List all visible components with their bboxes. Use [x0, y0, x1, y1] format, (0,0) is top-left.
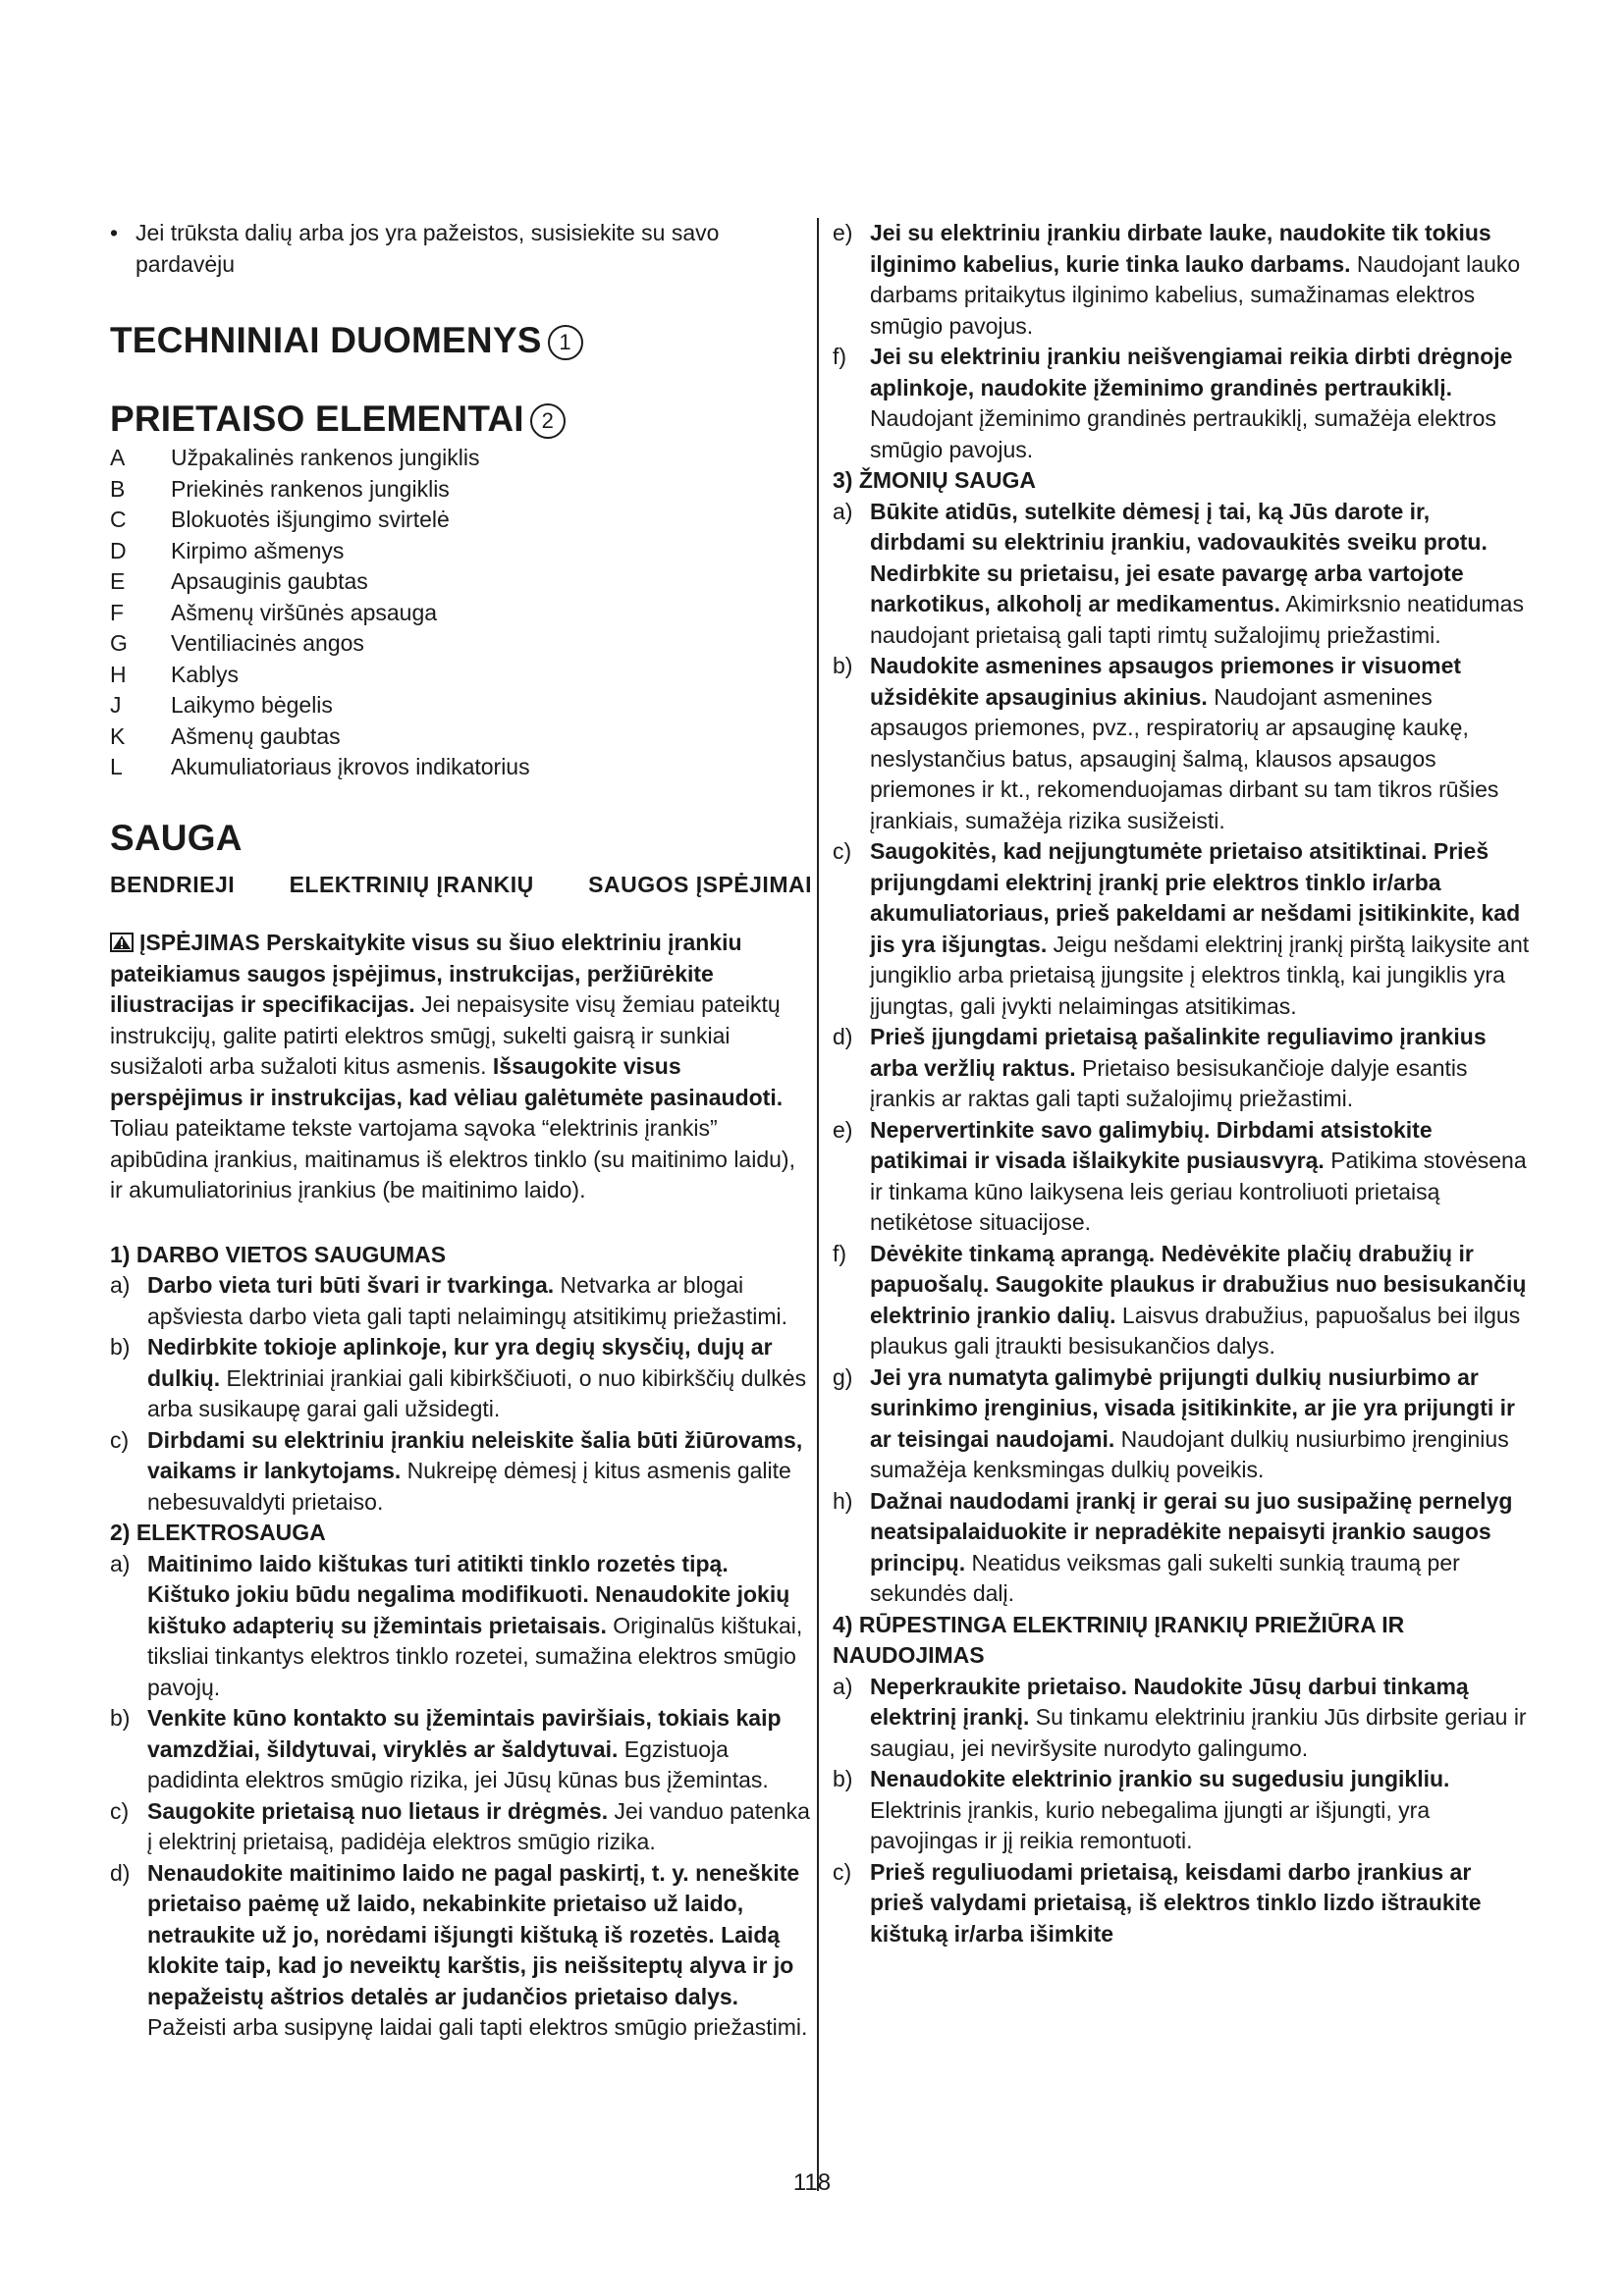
item-label: b) [833, 1766, 853, 1791]
item-text: Netvarka ar blogai apšviesta darbo vieta gali tapti nelaimingų atsitikimų priežastimi. [147, 1272, 787, 1329]
item-text: Jei vanduo patenka į elektrinį prietaisą, padidėja elektros smūgio rizika. [147, 1797, 810, 1854]
item-bold: Nepervertinkite savo galimybių. Dirbdami atsistokite patikimai ir visada išlaikykite pusiausvyrą. [870, 1116, 1433, 1173]
item-label: a) [833, 498, 853, 524]
element-row [110, 598, 812, 629]
element-key: K [110, 722, 126, 749]
list-item [833, 1672, 1530, 1765]
item-bold: Jei yra numatyta galimybė prijungti dulkių nusiurbimo ar surinkimo įrenginius, visada įsitikinkite, ar jie yra prijungti ir ar teisingai naudojami. [870, 1363, 1515, 1452]
section-heading: 2) ELEKTROSAUGA [110, 1520, 326, 1545]
element-row [110, 443, 812, 474]
item-bold: Saugokitės, kad neįjungtumėte prietaiso atsitiktinai. Prieš prijungdami elektrinį įrankį prie elektros tinklo ir/arba akumuliatoriaus, prieš pakeldami ar nešdami įsitikinkite, kad jis yra išjungtas. [870, 838, 1521, 957]
element-label: Blokuotės išjungimo svirtelė [171, 507, 450, 532]
element-key: A [110, 445, 126, 470]
element-label: Apsauginis gaubtas [171, 568, 368, 594]
item-label: f) [833, 1240, 847, 1266]
heading-safety: SAUGA [110, 817, 243, 858]
item-text: Elektrinis įrankis, kurio nebegalima įjungti ar išjungti, yra pavojingas ir jį reikia remontuoti. [870, 1796, 1431, 1853]
item-text: Jeigu nešdami elektrinį įrankį pirštą laikysite ant jungiklio arba prietaisą įjungsite į elektros tinklą, kai jungiklis yra įjungtas, gali įvykti nelaimingas atsitikimas. [870, 931, 1530, 1019]
item-bold: Neperkraukite prietaiso. Naudokite Jūsų darbui tinkamą elektrinį įrankį. [870, 1673, 1469, 1730]
element-row [110, 505, 812, 536]
item-bold: Dirbdami su elektriniu įrankiu neleiskite šalia būti žiūrovams, vaikams ir lankytojams. [147, 1426, 803, 1483]
list-item [833, 497, 1530, 652]
element-label: Ašmenų gaubtas [171, 722, 341, 749]
item-bold: Darbo vieta turi būti švari ir tvarkinga. [147, 1272, 555, 1298]
list-item [110, 1703, 812, 1796]
element-row [110, 566, 812, 598]
item-text: Naudojant lauko darbams pritaikytus ilginimo kabelius, sumažinamas elektros smūgio pavojus. [870, 250, 1521, 339]
element-row [110, 536, 812, 567]
list-item [833, 1857, 1530, 1950]
intro-bullet [110, 218, 812, 280]
list-item [110, 1332, 812, 1425]
item-bold: Nedirbkite tokioje aplinkoje, kur yra degių skysčių, dujų ar dulkių. [147, 1334, 773, 1391]
element-key: D [110, 537, 127, 563]
element-label: Kablys [171, 661, 240, 687]
list-item [833, 1362, 1530, 1486]
list-item [833, 1239, 1530, 1362]
warning-icon [110, 933, 134, 952]
element-label: Užpakalinės rankenos jungiklis [171, 445, 480, 470]
item-bold: Saugokite prietaisą nuo lietaus ir drėgmės. [147, 1797, 609, 1824]
element-row [110, 628, 812, 660]
warning-text-1: Jei nepaisysite visų žemiau pateiktų instrukcijų, galite patirti elektros smūgį, sukelti gaisrą ir sunkiai susižaloti arba sužaloti kitus asmenis. [110, 991, 781, 1079]
heading-elements-text: PRIETAISO ELEMENTAI [110, 399, 524, 439]
element-row [110, 474, 812, 506]
item-text: Naudojant dulkių nusiurbimo įrenginius sumažėja kenksmingas dulkių poveikis. [870, 1425, 1509, 1482]
item-label: c) [110, 1426, 130, 1453]
list-item [833, 342, 1530, 465]
item-label: c) [833, 838, 852, 864]
item-text: Pažeisti arba susipynę laidai gali tapti elektros smūgio priežastimi. [147, 2014, 808, 2040]
item-text: Su tinkamu elektriniu įrankiu Jūs dirbsite geriau ir saugiau, jei neviršysite nurodyto galingumo. [870, 1704, 1527, 1761]
element-key: C [110, 507, 127, 532]
item-bold: Dažnai naudodami įrankį ir gerai su juo susipažinę pernelyg neatsipalaiduokite ir nepradėkite nepaisyti įrankio saugos principų. [870, 1487, 1513, 1575]
item-label: c) [833, 1858, 852, 1885]
item-bold: Jei su elektriniu įrankiu dirbate lauke, naudokite tik tokius ilginimo kabelius, kurie tinka lauko darbams. [870, 220, 1491, 277]
item-bold: Nenaudokite elektrinio įrankio su sugedusiu jungikliu. [870, 1766, 1450, 1791]
element-key: F [110, 599, 125, 625]
item-label: b) [833, 653, 853, 678]
element-row [110, 690, 812, 721]
bullet-dot: • [110, 220, 119, 245]
item-label: f) [833, 344, 847, 369]
item-text: Laisvus drabužius, papuošalus bei ilgus plaukus gali įtraukti besisukančios dalys. [870, 1302, 1521, 1359]
item-label: e) [833, 220, 853, 245]
item-text: Egzistuoja padidinta elektros smūgio rizika, jei Jūsų kūnas bus įžemintas. [147, 1735, 769, 1792]
left-column [110, 218, 812, 2044]
figure-ref-2: 2 [530, 403, 566, 439]
list-item [833, 836, 1530, 1022]
element-row [110, 721, 812, 753]
heading-technical-data-text: TECHNINIAI DUOMENYS [110, 320, 542, 360]
item-label: d) [110, 1859, 131, 1886]
list-item [833, 1486, 1530, 1610]
figure-ref-1: 1 [548, 325, 583, 360]
item-text: Naudojant asmenines apsaugos priemones, pvz., respiratorių ar apsauginę kaukę, neslystančius batus, apsauginį šalmą, klausos apsaugos priemones ir kt., rekomenduojamas dirbant su tam tikros rūšies įrankiais, sumažėja rizika susižeisti. [870, 683, 1499, 833]
item-bold: Naudokite asmenines apsaugos priemones ir visuomet užsidėkite apsauginius akinius. [870, 653, 1462, 710]
list-item [110, 1425, 812, 1519]
element-row [110, 752, 812, 783]
warning-text-2: Toliau pateiktame tekste vartojama sąvoka “elektrinis įrankis” apibūdina įrankius, maitinamus iš elektros tinklo (su maitinimo laidu), ir akumuliatorinius įrankius (be maitinimo laido). [110, 1115, 795, 1202]
item-text: Prietaiso besisukančioje dalyje esantis įrankis ar raktas gali tapti sužalojimų priežastimi. [870, 1054, 1468, 1111]
element-label: Ventiliacinės angos [171, 630, 364, 656]
item-text: Neatidus veiksmas gali sukelti sunkią traumą per sekundės dalį. [870, 1549, 1460, 1606]
list-item [833, 651, 1530, 836]
element-key: G [110, 630, 128, 656]
item-bold: Prieš įjungdami prietaisą pašalinkite reguliavimo įrankius arba veržlių raktus. [870, 1024, 1487, 1081]
list-item [833, 1022, 1530, 1115]
safety-subheading-part: BENDRIEJI [110, 871, 236, 897]
item-bold: Nenaudokite maitinimo laido ne pagal paskirtį, t. y. neneškite prietaiso paėmę už laido, nekabinkite prietaiso už laido, netraukite už jo, norėdami išjungti kištuką iš rozetės. Laidą klokite taip, kad jo neveiktų karštis, jis neišsiteptų alyva ir jo nepažeistų aštrios detalės ar judančios prietaiso dalys. [147, 1859, 800, 2009]
item-text: Naudojant įžeminimo grandinės pertraukiklį, sumažėja elektros smūgio pavojus. [870, 405, 1496, 462]
item-bold: Dėvėkite tinkamą aprangą. Nedėvėkite plačių drabužių ir papuošalų. Saugokite plaukus ir drabužius nuo besisukančių elektrinio įrankio dalių. [870, 1240, 1527, 1328]
element-key: H [110, 661, 127, 687]
intro-bullet-text: Jei trūksta dalių arba jos yra pažeistos, susisiekite su savo pardavėju [135, 220, 720, 277]
section-heading: 3) ŽMONIŲ SAUGA [833, 467, 1036, 493]
page-number: 118 [792, 2169, 832, 2196]
safety-subheading [110, 870, 812, 901]
item-label: e) [833, 1116, 853, 1143]
general-warning [110, 928, 812, 1206]
elements-list [110, 443, 812, 783]
element-label: Ašmenų viršūnės apsauga [171, 599, 438, 625]
element-key: E [110, 568, 126, 594]
column-divider [817, 218, 819, 2191]
item-label: a) [833, 1673, 853, 1699]
item-label: g) [833, 1363, 853, 1390]
item-label: d) [833, 1024, 853, 1049]
right-column [833, 218, 1530, 1949]
list-item [833, 218, 1530, 342]
item-label: b) [110, 1334, 131, 1360]
item-label: h) [833, 1487, 853, 1514]
item-label: a) [110, 1550, 131, 1576]
item-text: Nukreipę dėmesį į kitus asmenis galite nebesuvaldyti prietaiso. [147, 1458, 791, 1515]
item-bold: Venkite kūno kontakto su įžemintais paviršiais, tokiais kaip vamzdžiai, šildytuvai, viryklės ar šaldytuvai. [147, 1705, 782, 1762]
element-key: B [110, 475, 126, 502]
element-label: Priekinės rankenos jungiklis [171, 475, 450, 502]
item-text: Originalūs kištukai, tiksliai tinkantys elektros tinklo rozetei, sumažina elektros smūgio pavojų. [147, 1612, 803, 1700]
safety-subheading-part: SAUGOS ĮSPĖJIMAI [588, 871, 812, 897]
heading-technical-data [110, 319, 812, 362]
item-label: b) [110, 1705, 131, 1731]
list-item [110, 1858, 812, 2044]
list-item [110, 1796, 812, 1858]
list-item [833, 1764, 1530, 1857]
element-key: J [110, 692, 122, 718]
item-bold: Jei su elektriniu įrankiu neišvengiamai reikia dirbti drėgnoje aplinkoje, naudokite įžeminimo grandinės pertraukiklį. [870, 344, 1513, 400]
safety-subheading-part: ELEKTRINIŲ ĮRANKIŲ [289, 871, 534, 897]
element-row [110, 660, 812, 691]
list-item [110, 1549, 812, 1704]
section-heading: 1) DARBO VIETOS SAUGUMAS [110, 1241, 447, 1267]
item-text: Patikima stovėsena ir tinkama kūno laikysena leis geriau kontroliuoti prietaisą netikėtose situacijose. [870, 1148, 1527, 1235]
element-key: L [110, 754, 123, 779]
element-label: Kirpimo ašmenys [171, 537, 345, 563]
element-label: Akumuliatoriaus įkrovos indikatorius [171, 754, 530, 779]
element-label: Laikymo bėgelis [171, 692, 333, 718]
warning-bold-1: ĮSPĖJIMAS Perskaitykite visus su šiuo elektriniu įrankiu pateikiamus saugos įspėjimus, instrukcijas, peržiūrėkite iliustracijas ir specifikacijas. [110, 930, 742, 1017]
warning-bold-2: Išsaugokite visus perspėjimus ir instrukcijas, kad vėliau galėtumėte pasinaudoti. [110, 1053, 784, 1110]
item-bold: Maitinimo laido kištukas turi atitikti tinklo rozetės tipą. Kištuko jokiu būdu negalima modifikuoti. Nenaudokite jokių kištuko adapterių su įžemintais prietaisais. [147, 1550, 790, 1638]
item-bold: Būkite atidūs, sutelkite dėmesį į tai, ką Jūs darote ir, dirbdami su elektriniu įrankiu, vadovaukitės sveiku protu. Nedirbkite su prietaisu, jei esate pavargę arba vartojote narkotikus, alkoholį ar medikamentus. [870, 498, 1488, 616]
section-heading: 4) RŪPESTINGA ELEKTRINIŲ ĮRANKIŲ PRIEŽIŪRA IR NAUDOJIMAS [833, 1611, 1405, 1668]
list-item [833, 1115, 1530, 1239]
item-text: Elektriniai įrankiai gali kibirkščiuoti, o nuo kibirkščių dulkės arba susikaupę garai gali užsidegti. [147, 1364, 807, 1421]
item-label: a) [110, 1272, 131, 1298]
list-item [110, 1270, 812, 1332]
heading-elements [110, 398, 812, 441]
item-bold: Prieš reguliuodami prietaisą, keisdami darbo įrankius ar prieš valydami prietaisą, iš elektros tinklo lizdo ištraukite kištuką ir/arba išimkite [870, 1858, 1482, 1947]
item-text: Akimirksnio neatidumas naudojant prietaisą gali tapti rimtų sužalojimų priežastimi. [870, 591, 1524, 648]
item-label: c) [110, 1797, 130, 1824]
